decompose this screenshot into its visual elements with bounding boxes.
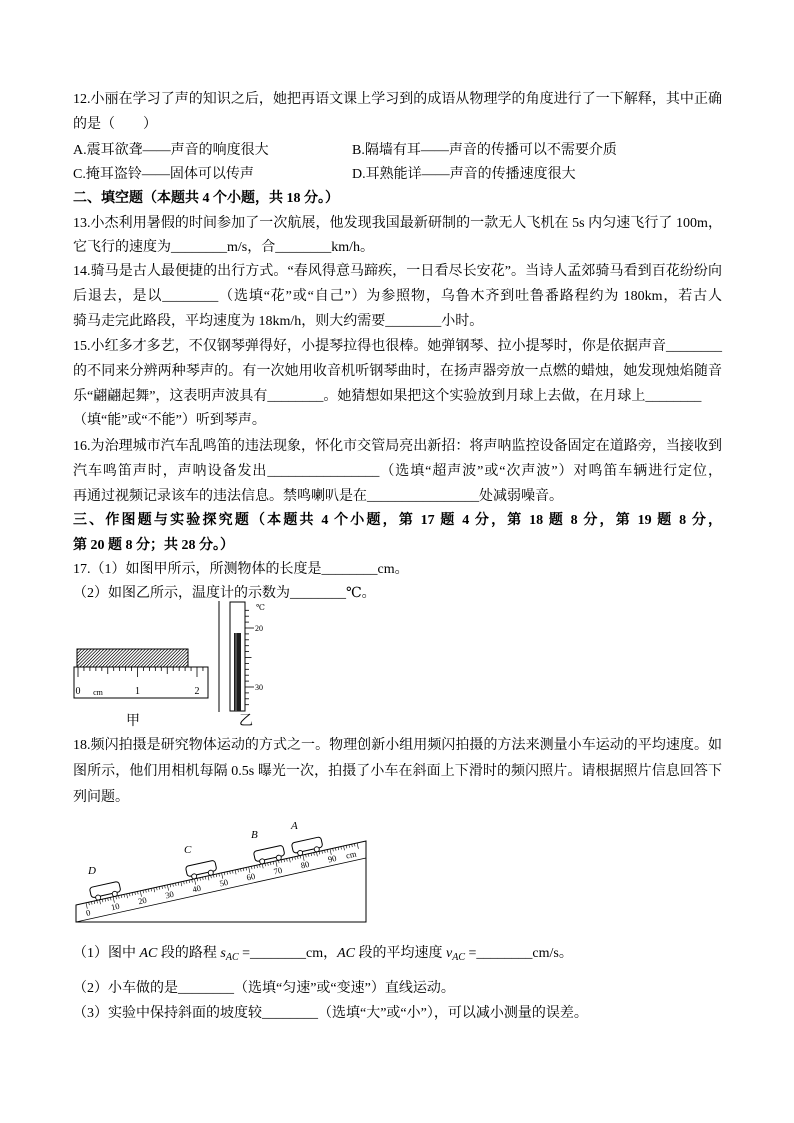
q18-sub1-text: 段的路程 [157, 946, 221, 961]
thermometer [219, 601, 265, 712]
q16-line-3: 再通过视频记录该车的违法信息。禁鸣喇叭是在________________处减弱噪音。 [73, 489, 563, 504]
scale-label-10: 10 [110, 900, 121, 913]
q14-line-2: 后退去，是以________（选填“花”或“自己”）为参照物，乌鲁木齐到吐鲁番路程约为 180km，若古人 [73, 289, 722, 304]
symbol-s-subscript: AC [225, 952, 239, 963]
q14-line-3: 骑马走完此路段，平均速度为 18km/h，则大约需要________小时。 [73, 314, 484, 329]
scale-label-40: 40 [191, 882, 202, 895]
scale-label-20: 20 [137, 894, 148, 907]
scale-label-50: 50 [218, 876, 229, 889]
caption-yi: 乙 [239, 714, 253, 729]
ruler-label-2: 2 [194, 686, 200, 697]
symbol-v-subscript: AC [452, 952, 466, 963]
cart-label-d: D [88, 865, 96, 877]
ruler [74, 667, 208, 698]
q15-line-2: 的不同来分辨两种琴声的。有一次她用收音机听钢琴曲时，在扬声器旁放一点燃的蜡烛，她发现烛焰随音 [73, 364, 722, 379]
thermometer-label-20: 20 [255, 624, 263, 633]
q17-part-1: 17.（1）如图甲所示，所测物体的长度是________cm。 [73, 562, 409, 577]
q18-line-2: 图所示，他们用相机每隔 0.5s 曝光一次，拍摄了小车在斜面上下滑时的频闪照片。请根据照片信息回答下 [73, 764, 722, 779]
thermometer-label-30: 30 [255, 683, 263, 692]
ruler-label-0: 0 [75, 686, 81, 697]
q18-sub-1 [73, 944, 573, 964]
q18-sub-2: （2）小车做的是________（选填“匀速”或“变速”）直线运动。 [73, 981, 455, 996]
scale-label-0: 0 [85, 907, 92, 918]
q13-line-1: 13.小杰利用暑假的时间参加了一次航展，他发现我国最新研制的一款无人飞机在 5s 内匀速飞行了 100m， [73, 216, 722, 231]
q13-line-2: 它飞行的速度为________m/s，合________km/h。 [73, 240, 375, 255]
q12-stem-line-2: 的是（ ） [73, 117, 157, 132]
q15-line-1: 15.小红多才多艺，不仅钢琴弹得好，小提琴拉得也很棒。她弹钢琴、拉小提琴时，你是依据声音________ [73, 339, 722, 354]
symbol-v: v [446, 946, 453, 961]
q15-line-4: （填“能”或“不能”）听到琴声。 [73, 413, 266, 428]
cart-label-b: B [251, 829, 258, 841]
section-title-experiment-line-2: 第 20 题 8 分；共 28 分。） [73, 538, 234, 553]
q18-sub1-text: （1）图中 [73, 946, 140, 961]
cart-label-c: C [184, 844, 192, 856]
symbol-s: s [220, 946, 226, 961]
caption-jia: 甲 [126, 714, 140, 729]
q18-sub1-text: 段的平均速度 [355, 946, 447, 961]
hatched-block [77, 649, 188, 667]
q16-line-2: 汽车鸣笛声时，声呐设备发出________________（选填“超声波”或“次声波”）对鸣笛车辆进行定位， [73, 464, 722, 479]
q14-line-1: 14.骑马是古人最便捷的出行方式。“春风得意马蹄疾，一日看尽长安花”。当诗人孟郊骑马看到百花纷纷向 [73, 264, 722, 279]
thermometer-ticks [245, 610, 254, 704]
thermometer-liquid-highlight [235, 633, 236, 711]
scale-label-30: 30 [164, 888, 175, 901]
section-title-fill-in: 二、填空题（本题共 4 个小题，共 18 分。） [73, 191, 339, 206]
q18-line-3: 列问题。 [73, 790, 129, 805]
q18-sub1-text: =________cm/s。 [465, 946, 573, 961]
figure-ruler-and-thermometer [60, 596, 290, 732]
figure-incline-strobe [70, 818, 380, 930]
scale-label-60: 60 [245, 870, 257, 883]
thermometer-liquid [234, 633, 241, 711]
scale-label-70: 70 [272, 864, 284, 877]
q12-stem-line-1: 12.小丽在学习了声的知识之后，她把再语文课上学习到的成语从物理学的角度进行了一下解释，其中正确 [73, 92, 722, 107]
scale-unit: cm [344, 848, 358, 861]
ruler-unit: cm [93, 688, 103, 697]
segment-ac: AC [337, 946, 356, 961]
section-title-experiment-line-1: 三、作图题与实验探究题（本题共 4 个小题，第 17 题 4 分，第 18 题 8 分，第 19 题 8 分， [73, 513, 722, 528]
cart-label-a: A [291, 820, 298, 832]
q15-line-3: 乐“翩翩起舞”，这表明声波具有________。她猜想如果把这个实验放到月球上去做，在月球上________ [73, 389, 702, 404]
q16-line-1: 16.为治理城市汽车乱鸣笛的违法现象，怀化市交管局亮出新招：将声呐监控设备固定在道路旁，当接收到 [73, 439, 722, 454]
q12-option-b: B.隔墙有耳——声音的传播可以不需要介质 [352, 143, 617, 158]
segment-ac: AC [139, 946, 158, 961]
q18-sub-3: （3）实验中保持斜面的坡度较________（选填“大”或“小”），可以减小测量的误差。 [73, 1006, 588, 1021]
scale-label-90: 90 [326, 852, 338, 865]
q12-option-a: A.震耳欲聋——声音的响度很大 [73, 143, 269, 158]
q12-option-c: C.掩耳盗铃——固体可以传声 [73, 167, 254, 182]
q12-option-d: D.耳熟能详——声音的传播速度很大 [352, 167, 576, 182]
ruler-label-1: 1 [135, 686, 140, 697]
thermometer-unit: ℃ [256, 603, 265, 612]
q17-part-2: （2）如图乙所示，温度计的示数为________℃。 [73, 586, 376, 601]
scale-label-80: 80 [299, 858, 311, 871]
q18-sub1-text: =________cm， [238, 946, 338, 961]
q18-line-1: 18.频闪拍摄是研究物体运动的方式之一。物理创新小组用频闪拍摄的方法来测量小车运动的平均速度。如 [73, 738, 722, 753]
